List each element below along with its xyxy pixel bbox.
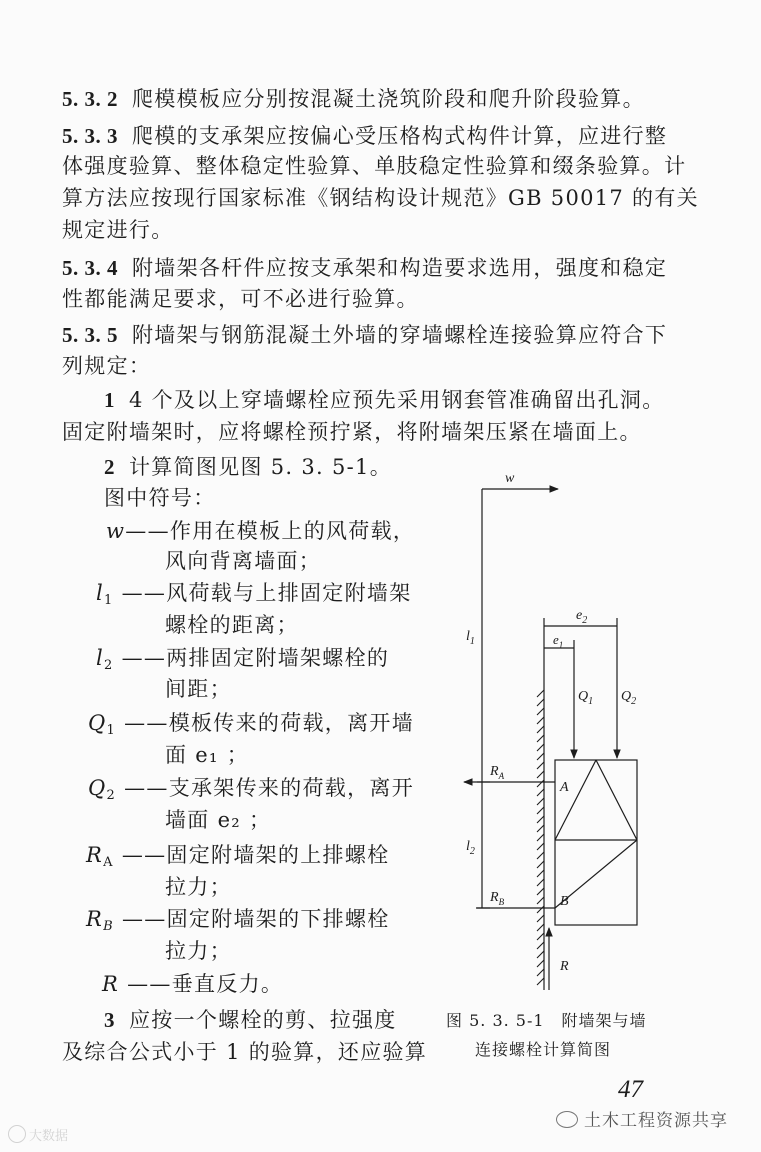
wall-hatch-mark — [537, 762, 544, 769]
text-line: 3 应按一个螺栓的剪、拉强度 — [104, 1008, 397, 1032]
text-line: 5. 3. 5 附墙架与钢筋混凝土外墙的穿墙螺栓连接验算应符合下 — [62, 323, 668, 347]
item-number: 3 — [104, 1008, 115, 1032]
figure-caption-line2: 连接螺栓计算简图 — [475, 1040, 612, 1059]
wall-hatch-mark — [537, 852, 544, 859]
watermark-right: 土木工程资源共享 — [556, 1106, 728, 1131]
clause-number: 5. 3. 3 — [62, 124, 118, 148]
symbols-heading: 图中符号： — [104, 486, 216, 510]
text-line: 5. 3. 4 附墙架各杆件应按支承架和构造要求选用，强度和稳定 — [62, 256, 668, 280]
wall-hatch-mark — [537, 879, 544, 886]
wall-hatch-mark — [537, 690, 544, 697]
text-line: 规定进行。 — [62, 218, 174, 242]
wall-hatch-mark — [537, 816, 544, 823]
wall-hatch-mark — [537, 942, 544, 949]
label-b: B — [560, 894, 569, 909]
figure-5-3-5-1 — [440, 470, 660, 1000]
text-line: 2 计算简图见图 5. 3. 5-1。 — [104, 455, 393, 479]
text-line: 1 4 个及以上穿墙螺栓应预先采用钢套管准确留出孔洞。 — [104, 388, 665, 412]
label-q2: $Q_2$ — [621, 689, 637, 707]
item-number: 2 — [104, 455, 115, 479]
label-l1: $l_1$ — [466, 629, 475, 647]
wall-hatch-mark — [537, 870, 544, 877]
watermark-logo-icon — [8, 1125, 26, 1143]
wall-hatch-mark — [537, 753, 544, 760]
label-w: w — [505, 471, 515, 486]
label-r: R — [560, 959, 569, 974]
text-line: 性都能满足要求，可不必进行验算。 — [62, 287, 419, 311]
wall-hatch-mark — [537, 699, 544, 706]
figure-caption-line1: 图 5. 3. 5-1 附墙架与墙 — [446, 1011, 647, 1030]
wall-hatch-mark — [537, 726, 544, 733]
wall-hatch-mark — [537, 861, 544, 868]
label-l2: $l_2$ — [466, 839, 475, 857]
clause-number: 5. 3. 5 — [62, 323, 118, 347]
wall-hatch-mark — [537, 969, 544, 976]
text-line: 5. 3. 2 爬模模板应分别按混凝土浇筑阶段和爬升阶段验算。 — [62, 87, 645, 111]
text-line: 列规定： — [62, 354, 152, 378]
wall-hatch-mark — [537, 789, 544, 796]
label-rb: $R_B$ — [490, 890, 505, 907]
wall-hatch-mark — [537, 807, 544, 814]
wall-hatch-mark — [537, 924, 544, 931]
wall-hatch-mark — [537, 915, 544, 922]
wall-hatch-mark — [537, 978, 544, 985]
wall-hatch-mark — [537, 933, 544, 940]
wall-hatch-mark — [537, 888, 544, 895]
wall-hatch-mark — [537, 735, 544, 742]
wall-hatch-mark — [537, 843, 544, 850]
clause-number: 5. 3. 4 — [62, 256, 118, 280]
wall-hatch-mark — [537, 951, 544, 958]
label-q1: $Q_1$ — [578, 689, 594, 707]
wall-hatch-mark — [537, 897, 544, 904]
wall-hatch-mark — [537, 780, 544, 787]
text-line: 5. 3. 3 爬模的支承架应按偏心受压格构式构件计算，应进行整 — [62, 124, 668, 148]
text-line: 算方法应按现行国家标准《钢结构设计规范》GB 50017 的有关 — [62, 186, 699, 210]
page-number: 47 — [618, 1076, 643, 1103]
label-e2: $e_2$ — [576, 608, 588, 626]
text-line: 体强度验算、整体稳定性验算、单肢稳定性验算和缀条验算。计 — [62, 154, 687, 178]
wall-hatch-mark — [537, 771, 544, 778]
wall-hatch-mark — [537, 717, 544, 724]
text-line: 固定附墙架时，应将螺栓预拧紧，将附墙架压紧在墙面上。 — [62, 420, 642, 444]
wall-hatch-mark — [537, 906, 544, 913]
text-line: 及综合公式小于 1 的验算，还应验算 — [62, 1040, 428, 1064]
wall-hatch-mark — [537, 708, 544, 715]
wall-hatch-mark — [537, 825, 544, 832]
wall-hatch-mark — [537, 834, 544, 841]
watermark-left: 大数据 — [8, 1125, 68, 1144]
label-a: A — [560, 780, 569, 795]
wall-hatch-mark — [537, 798, 544, 805]
label-ra: $R_A$ — [490, 764, 505, 781]
clause-number: 5. 3. 2 — [62, 87, 118, 111]
label-e1: $e_1$ — [553, 632, 564, 650]
wall-hatch-mark — [537, 960, 544, 967]
wall-hatch-mark — [537, 744, 544, 751]
wechat-icon — [556, 1111, 578, 1128]
item-number: 1 — [104, 388, 115, 412]
